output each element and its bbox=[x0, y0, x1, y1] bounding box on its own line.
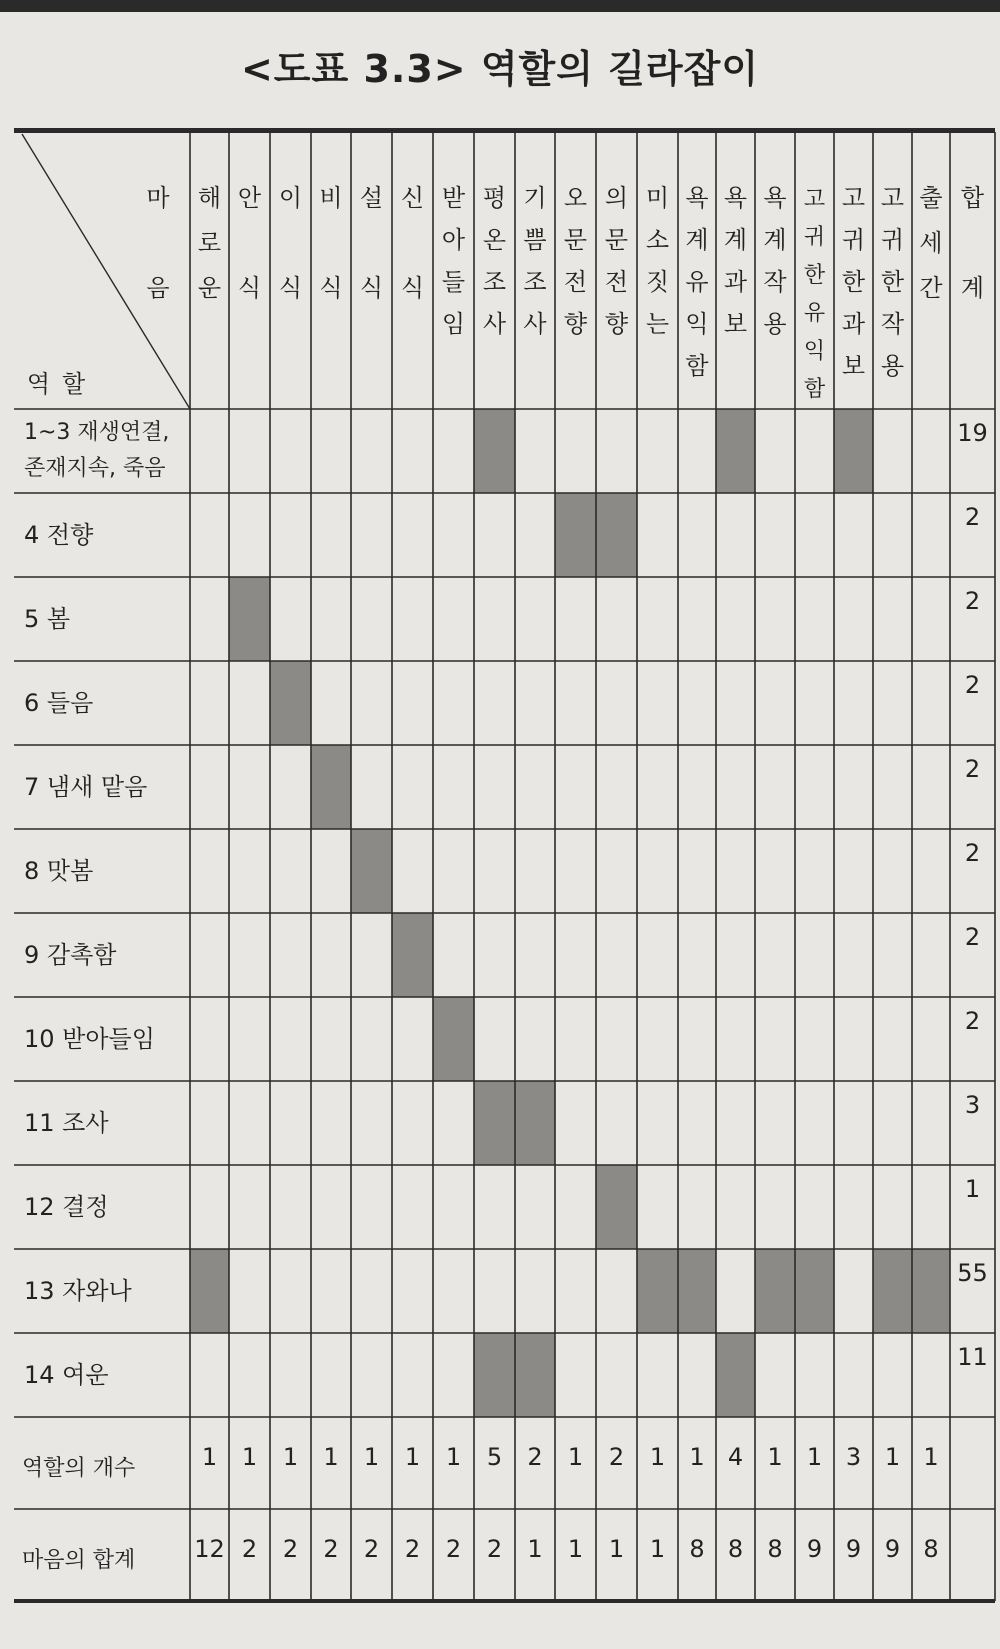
shaded-cell bbox=[270, 661, 311, 745]
column-header: 문 bbox=[563, 226, 588, 254]
row-label: 7 냄새 맡음 bbox=[24, 773, 148, 801]
column-header: 계 bbox=[685, 226, 709, 254]
summary-value: 2 bbox=[363, 1535, 380, 1563]
column-header: 온 bbox=[482, 226, 507, 254]
column-header: 조 bbox=[523, 268, 547, 296]
column-header: 함 bbox=[803, 377, 826, 402]
summary-label: 역할의 개수 bbox=[22, 1456, 136, 1481]
summary-value: 5 bbox=[486, 1443, 503, 1471]
shaded-cell bbox=[515, 1333, 555, 1417]
column-header: 작 bbox=[880, 310, 905, 338]
row-label: 10 받아들임 bbox=[24, 1025, 155, 1053]
column-header: 고 bbox=[803, 187, 826, 212]
column-header: 식 bbox=[278, 274, 303, 302]
shaded-cell bbox=[755, 1249, 795, 1333]
summary-value: 1 bbox=[806, 1443, 823, 1471]
column-header: 익 bbox=[685, 310, 709, 338]
row-total: 2 bbox=[964, 755, 981, 783]
summary-value: 2 bbox=[404, 1535, 421, 1563]
corner-mind-label: 마 bbox=[146, 184, 170, 212]
shaded-cell bbox=[433, 997, 474, 1081]
summary-value: 2 bbox=[445, 1535, 462, 1563]
summary-value: 9 bbox=[845, 1535, 862, 1563]
page-title: <도표 3.3> 역할의 길라잡이 bbox=[240, 47, 760, 91]
summary-value: 2 bbox=[241, 1535, 258, 1563]
row-label: 5 봄 bbox=[24, 605, 71, 633]
row-total: 2 bbox=[964, 1007, 981, 1035]
row-total: 3 bbox=[964, 1091, 981, 1119]
column-header: 욕 bbox=[763, 184, 787, 212]
corner-role-label: 역할 bbox=[26, 370, 98, 398]
row-label: 6 들음 bbox=[24, 689, 94, 717]
column-header: 는 bbox=[645, 310, 670, 338]
column-header: 이 bbox=[278, 184, 303, 212]
summary-value: 1 bbox=[404, 1443, 421, 1471]
column-header: 오 bbox=[563, 184, 588, 212]
summary-value: 1 bbox=[282, 1443, 299, 1471]
column-header: 임 bbox=[441, 310, 466, 338]
summary-value: 3 bbox=[845, 1443, 862, 1471]
row-total: 55 bbox=[957, 1259, 988, 1287]
column-header: 쁨 bbox=[523, 226, 547, 254]
summary-value: 9 bbox=[884, 1535, 901, 1563]
column-header: 미 bbox=[645, 184, 670, 212]
summary-value: 1 bbox=[649, 1443, 666, 1471]
summary-value: 1 bbox=[767, 1443, 783, 1471]
corner-mind-label: 음 bbox=[146, 274, 170, 302]
row-total: 2 bbox=[964, 503, 981, 531]
row-label: 13 자와나 bbox=[24, 1277, 132, 1305]
column-header: 운 bbox=[197, 274, 222, 302]
summary-value: 1 bbox=[445, 1443, 462, 1471]
shaded-cell bbox=[912, 1249, 950, 1333]
summary-value: 9 bbox=[806, 1535, 823, 1563]
column-header: 식 bbox=[400, 274, 425, 302]
column-header: 사 bbox=[523, 310, 547, 338]
summary-value: 8 bbox=[727, 1535, 744, 1563]
column-header: 문 bbox=[604, 226, 629, 254]
column-header: 유 bbox=[803, 301, 826, 326]
row-total: 1 bbox=[964, 1175, 981, 1203]
column-header: 세 bbox=[919, 229, 943, 257]
shaded-cell bbox=[555, 493, 596, 577]
row-total: 11 bbox=[957, 1343, 988, 1371]
shaded-cell bbox=[311, 745, 351, 829]
row-total: 2 bbox=[964, 839, 981, 867]
corner-diagonal bbox=[22, 134, 190, 409]
column-header: 출 bbox=[919, 184, 943, 212]
row-label: 1~3 재생연결, bbox=[24, 420, 170, 445]
column-header: 귀 bbox=[880, 226, 905, 254]
column-header: 의 bbox=[604, 184, 629, 212]
shaded-cell bbox=[795, 1249, 834, 1333]
summary-value: 2 bbox=[282, 1535, 299, 1563]
column-header: 식 bbox=[319, 274, 343, 302]
column-header: 용 bbox=[763, 310, 787, 338]
column-header: 한 bbox=[880, 268, 905, 296]
column-header: 과 bbox=[723, 268, 748, 296]
summary-value: 1 bbox=[923, 1443, 939, 1471]
shaded-cell bbox=[716, 409, 755, 493]
shaded-cell bbox=[392, 913, 433, 997]
row-label: 14 여운 bbox=[24, 1361, 109, 1389]
column-header: 한 bbox=[803, 263, 826, 288]
column-header: 유 bbox=[685, 268, 709, 296]
column-header: 고 bbox=[841, 184, 866, 212]
row-label: 존재지속, 죽음 bbox=[24, 456, 166, 481]
summary-value: 2 bbox=[527, 1443, 543, 1471]
summary-value: 1 bbox=[201, 1443, 218, 1471]
column-header: 향 bbox=[563, 310, 588, 338]
column-header: 작 bbox=[763, 268, 787, 296]
row-total: 19 bbox=[957, 419, 988, 447]
row-total: 2 bbox=[964, 587, 981, 615]
column-header: 용 bbox=[880, 352, 905, 380]
column-header: 기 bbox=[523, 184, 547, 212]
column-header: 조 bbox=[482, 268, 507, 296]
column-header: 짓 bbox=[645, 268, 670, 296]
row-total: 2 bbox=[964, 671, 981, 699]
shaded-cell bbox=[474, 1333, 515, 1417]
column-header: 비 bbox=[319, 184, 343, 212]
shaded-cell bbox=[637, 1249, 678, 1333]
total-header: 계 bbox=[960, 274, 985, 302]
shaded-cell bbox=[716, 1333, 755, 1417]
summary-value: 2 bbox=[608, 1443, 625, 1471]
total-header: 합 bbox=[960, 184, 985, 212]
summary-value: 1 bbox=[527, 1535, 543, 1563]
shaded-cell bbox=[596, 493, 637, 577]
column-header: 향 bbox=[604, 310, 629, 338]
summary-value: 8 bbox=[689, 1535, 705, 1563]
row-total: 2 bbox=[964, 923, 981, 951]
column-header: 해 bbox=[197, 184, 222, 212]
column-header: 과 bbox=[841, 310, 866, 338]
column-header: 한 bbox=[841, 268, 866, 296]
column-header: 식 bbox=[237, 274, 262, 302]
column-header: 들 bbox=[441, 268, 466, 296]
shaded-cell bbox=[229, 577, 270, 661]
column-header: 욕 bbox=[685, 184, 709, 212]
column-header: 계 bbox=[763, 226, 787, 254]
column-header: 전 bbox=[604, 268, 629, 296]
summary-value: 1 bbox=[363, 1443, 380, 1471]
summary-value: 1 bbox=[241, 1443, 258, 1471]
summary-value: 8 bbox=[767, 1535, 783, 1563]
summary-value: 1 bbox=[689, 1443, 705, 1471]
summary-value: 1 bbox=[567, 1443, 584, 1471]
summary-value: 8 bbox=[923, 1535, 939, 1563]
row-label: 12 결정 bbox=[24, 1193, 109, 1221]
summary-label: 마음의 합계 bbox=[22, 1548, 136, 1573]
summary-value: 1 bbox=[608, 1535, 625, 1563]
shaded-cell bbox=[190, 1249, 229, 1333]
summary-value: 2 bbox=[323, 1535, 339, 1563]
shaded-cell bbox=[678, 1249, 716, 1333]
column-header: 욕 bbox=[723, 184, 748, 212]
summary-value: 1 bbox=[567, 1535, 584, 1563]
row-label: 11 조사 bbox=[24, 1109, 109, 1137]
column-header: 익 bbox=[803, 339, 826, 364]
table-bottom-border bbox=[14, 1599, 995, 1603]
shaded-cell bbox=[834, 409, 873, 493]
column-header: 고 bbox=[880, 184, 905, 212]
summary-value: 4 bbox=[727, 1443, 744, 1471]
column-header: 계 bbox=[723, 226, 748, 254]
column-header: 안 bbox=[237, 184, 262, 212]
shaded-cell bbox=[474, 1081, 515, 1165]
column-header: 귀 bbox=[841, 226, 866, 254]
summary-value: 1 bbox=[884, 1443, 901, 1471]
column-header: 사 bbox=[482, 310, 507, 338]
summary-value: 12 bbox=[194, 1535, 225, 1563]
shaded-cell bbox=[596, 1165, 637, 1249]
summary-value: 1 bbox=[649, 1535, 666, 1563]
column-header: 귀 bbox=[803, 225, 826, 250]
column-header: 받 bbox=[441, 184, 466, 212]
summary-value: 1 bbox=[323, 1443, 339, 1471]
shaded-cell bbox=[474, 409, 515, 493]
column-header: 식 bbox=[359, 274, 384, 302]
shaded-cell bbox=[873, 1249, 912, 1333]
column-header: 설 bbox=[359, 184, 384, 212]
row-label: 8 맛봄 bbox=[24, 857, 94, 885]
table-top-border bbox=[14, 128, 995, 133]
column-header: 소 bbox=[645, 226, 670, 254]
shaded-cell bbox=[515, 1081, 555, 1165]
column-header: 신 bbox=[400, 184, 425, 212]
row-label: 9 감촉함 bbox=[24, 941, 117, 969]
shaded-cell bbox=[351, 829, 392, 913]
column-header: 전 bbox=[563, 268, 588, 296]
column-header: 보 bbox=[723, 310, 748, 338]
column-header: 보 bbox=[841, 352, 866, 380]
column-header: 아 bbox=[441, 226, 466, 254]
column-header: 평 bbox=[482, 184, 507, 212]
summary-value: 2 bbox=[486, 1535, 503, 1563]
column-header: 로 bbox=[197, 229, 222, 257]
column-header: 함 bbox=[685, 352, 709, 380]
row-label: 4 전향 bbox=[24, 521, 94, 549]
column-header: 간 bbox=[919, 274, 943, 302]
